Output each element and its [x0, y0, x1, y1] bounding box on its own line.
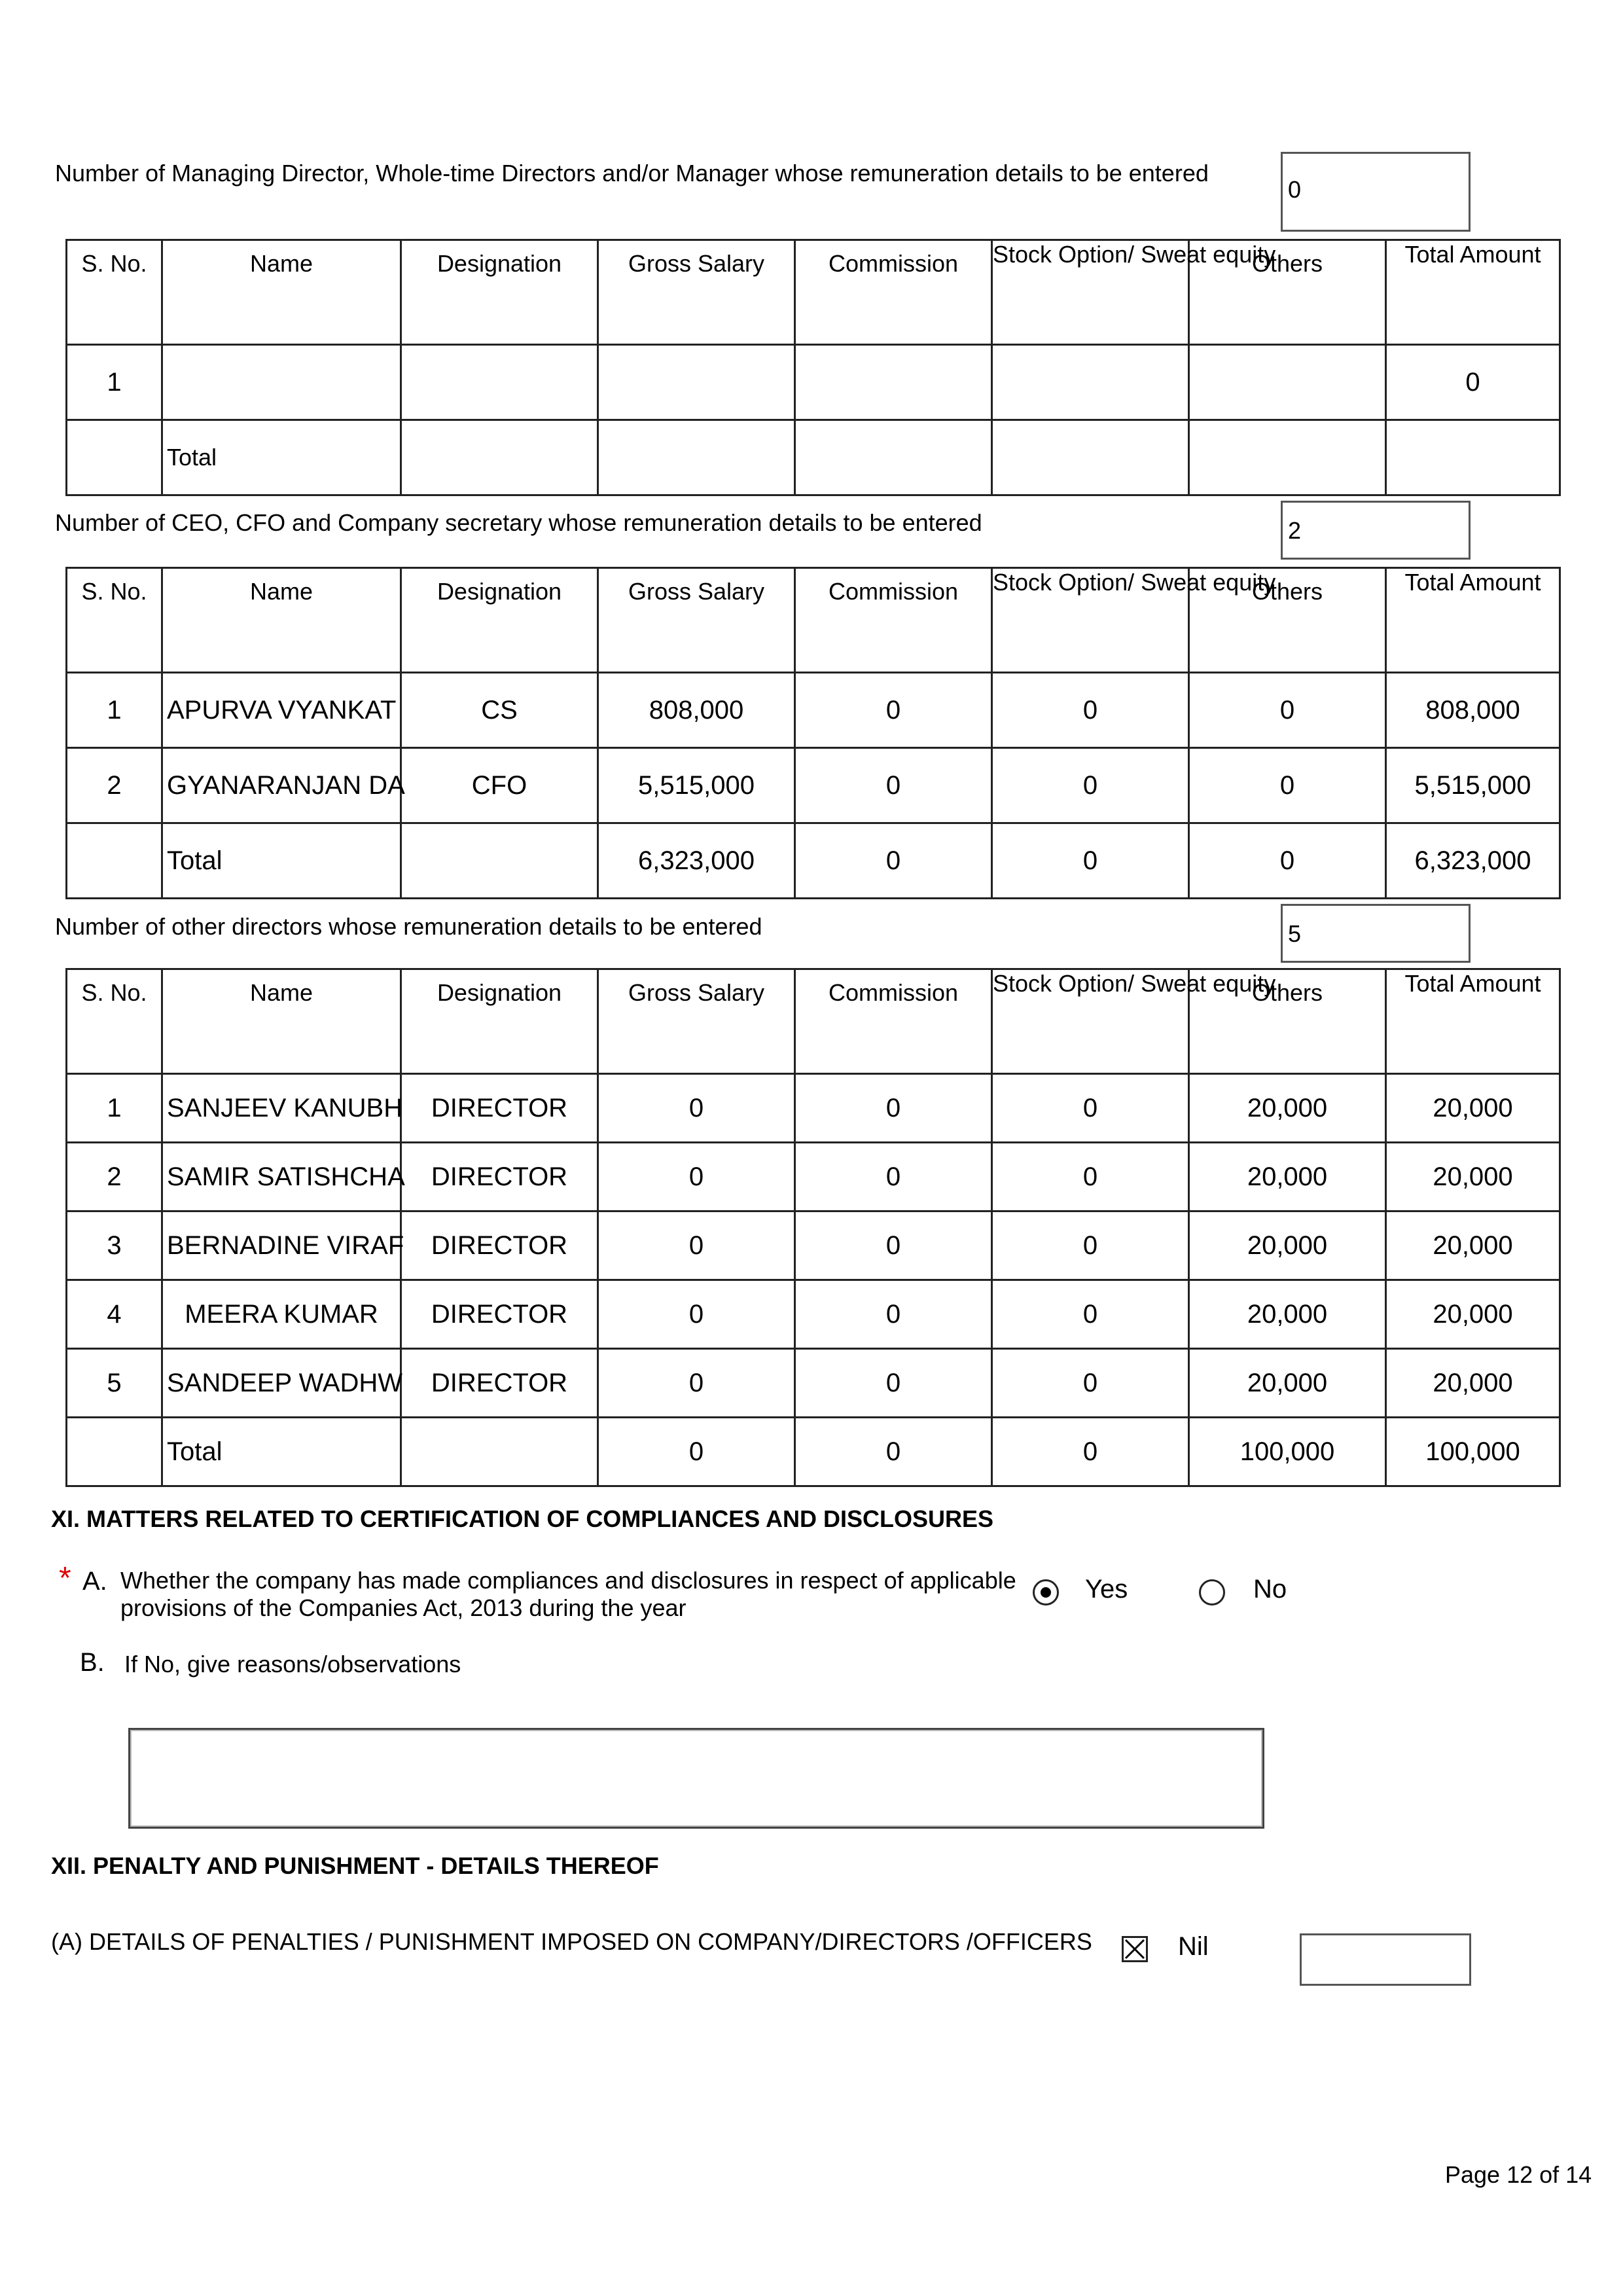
penalty-details-label: (A) DETAILS OF PENALTIES / PUNISHMENT IMPOSED ON COMPANY/DIRECTORS /OFFICERS	[51, 1928, 1092, 1955]
header-stock-option: Stock Option/ Sweat equity	[992, 969, 1189, 1074]
md-count-field[interactable]: 0	[1281, 152, 1471, 232]
header-stock-option: Stock Option/ Sweat equity	[992, 568, 1189, 673]
header-commission: Commission	[795, 969, 992, 1074]
cell-gross-salary[interactable]: 0	[598, 1211, 795, 1280]
cell-others: 0	[1189, 823, 1386, 899]
cell-others: 100,000	[1189, 1418, 1386, 1486]
table-row	[67, 748, 1560, 823]
ceo-count-field[interactable]: 2	[1281, 501, 1471, 560]
cell-stock-option[interactable]: 0	[992, 1211, 1189, 1280]
cell-name[interactable]: SAMIR SATISHCHA	[162, 1143, 401, 1211]
yes-radio[interactable]	[1033, 1579, 1059, 1605]
nil-field[interactable]	[1300, 1933, 1471, 1986]
cell-designation[interactable]: DIRECTOR	[401, 1349, 598, 1418]
cell-total-amount: 20,000	[1386, 1211, 1560, 1280]
cell-designation	[401, 1418, 598, 1486]
header-name: Name	[162, 240, 401, 345]
header-sno: S. No.	[67, 568, 162, 673]
cell-name[interactable]	[162, 345, 401, 420]
other-remuneration-table	[65, 968, 1561, 1487]
cell-designation[interactable]: DIRECTOR	[401, 1143, 598, 1211]
question-a-label: A.	[82, 1567, 107, 1596]
question-a-text-line2: provisions of the Companies Act, 2013 during the year	[120, 1594, 687, 1621]
cell-commission[interactable]: 0	[795, 748, 992, 823]
cell-gross-salary[interactable]: 0	[598, 1074, 795, 1143]
cell-gross-salary	[598, 420, 795, 495]
cell-stock-option[interactable]	[992, 345, 1189, 420]
cell-gross-salary: 0	[598, 1418, 795, 1486]
cell-stock-option[interactable]: 0	[992, 1074, 1189, 1143]
cell-total-amount: 5,515,000	[1386, 748, 1560, 823]
cell-designation[interactable]: DIRECTOR	[401, 1280, 598, 1349]
cell-sno	[67, 823, 162, 899]
md-count-caption: Number of Managing Director, Whole-time Directors and/or Manager whose remuneration details to be entered	[55, 160, 1209, 187]
cell-others[interactable]: 20,000	[1189, 1143, 1386, 1211]
table-total-row	[67, 1418, 1560, 1486]
cell-total-label: Total	[162, 420, 401, 495]
cell-sno: 4	[67, 1280, 162, 1349]
table-header-row	[67, 969, 1560, 1074]
reasons-textarea[interactable]	[128, 1728, 1264, 1829]
section-xi-title: XI. MATTERS RELATED TO CERTIFICATION OF COMPLIANCES AND DISCLOSURES	[51, 1505, 994, 1532]
cell-name[interactable]: SANJEEV KANUBH	[162, 1074, 401, 1143]
nil-checkbox[interactable]	[1122, 1936, 1148, 1962]
header-sno: S. No.	[67, 969, 162, 1074]
required-marker: *	[59, 1561, 71, 1596]
header-others: Others	[1189, 568, 1386, 673]
cell-designation	[401, 823, 598, 899]
cell-others[interactable]	[1189, 345, 1386, 420]
cell-total-amount: 20,000	[1386, 1280, 1560, 1349]
header-designation: Designation	[401, 568, 598, 673]
cell-sno: 1	[67, 673, 162, 748]
cell-others[interactable]: 20,000	[1189, 1349, 1386, 1418]
cell-others[interactable]: 20,000	[1189, 1280, 1386, 1349]
cell-stock-option[interactable]: 0	[992, 1349, 1189, 1418]
header-gross-salary: Gross Salary	[598, 568, 795, 673]
cell-total-amount: 0	[1386, 345, 1560, 420]
cell-name[interactable]: APURVA VYANKAT	[162, 673, 401, 748]
cell-name[interactable]: GYANARANJAN DA	[162, 748, 401, 823]
cell-commission: 0	[795, 823, 992, 899]
nil-label: Nil	[1178, 1932, 1209, 1961]
cell-commission	[795, 420, 992, 495]
cell-commission[interactable]: 0	[795, 1074, 992, 1143]
cell-others[interactable]: 20,000	[1189, 1074, 1386, 1143]
header-gross-salary: Gross Salary	[598, 969, 795, 1074]
header-total-amount: Total Amount	[1386, 568, 1560, 673]
header-commission: Commission	[795, 240, 992, 345]
cell-total-amount: 20,000	[1386, 1143, 1560, 1211]
no-label: No	[1253, 1575, 1287, 1604]
cell-stock-option[interactable]: 0	[992, 748, 1189, 823]
yes-label: Yes	[1085, 1575, 1128, 1604]
cell-designation	[401, 420, 598, 495]
cell-sno: 2	[67, 748, 162, 823]
header-name: Name	[162, 568, 401, 673]
cell-total-label: Total	[162, 1418, 401, 1486]
cell-gross-salary[interactable]: 0	[598, 1143, 795, 1211]
table-row	[67, 345, 1560, 420]
cell-stock-option[interactable]: 0	[992, 1280, 1189, 1349]
table-total-row	[67, 420, 1560, 495]
table-row	[67, 673, 1560, 748]
table-header-row	[67, 568, 1560, 673]
cell-name[interactable]: SANDEEP WADHW	[162, 1349, 401, 1418]
cell-name[interactable]: BERNADINE VIRAF	[162, 1211, 401, 1280]
cell-gross-salary[interactable]: 0	[598, 1280, 795, 1349]
cell-gross-salary: 6,323,000	[598, 823, 795, 899]
cell-commission: 0	[795, 1418, 992, 1486]
cell-sno: 3	[67, 1211, 162, 1280]
cell-total-amount: 20,000	[1386, 1074, 1560, 1143]
question-b-text: If No, give reasons/observations	[124, 1651, 461, 1677]
cell-stock-option[interactable]: 0	[992, 1143, 1189, 1211]
cell-gross-salary[interactable]	[598, 345, 795, 420]
cell-sno: 5	[67, 1349, 162, 1418]
cell-stock-option: 0	[992, 823, 1189, 899]
table-total-row	[67, 823, 1560, 899]
cell-commission[interactable]: 0	[795, 1280, 992, 1349]
header-designation: Designation	[401, 969, 598, 1074]
cell-commission[interactable]: 0	[795, 1349, 992, 1418]
cell-stock-option	[992, 420, 1189, 495]
cell-sno: 1	[67, 345, 162, 420]
cell-designation[interactable]: DIRECTOR	[401, 1074, 598, 1143]
cell-gross-salary[interactable]: 808,000	[598, 673, 795, 748]
cell-designation[interactable]: CS	[401, 673, 598, 748]
cell-total-amount: 808,000	[1386, 673, 1560, 748]
cell-commission[interactable]: 0	[795, 1143, 992, 1211]
cell-others[interactable]: 20,000	[1189, 1211, 1386, 1280]
header-gross-salary: Gross Salary	[598, 240, 795, 345]
ceo-count-caption: Number of CEO, CFO and Company secretary whose remuneration details to be entered	[55, 509, 982, 536]
cell-commission[interactable]: 0	[795, 673, 992, 748]
check-x-icon	[1124, 1938, 1146, 1960]
header-designation: Designation	[401, 240, 598, 345]
cell-designation[interactable]: DIRECTOR	[401, 1211, 598, 1280]
cell-gross-salary[interactable]: 5,515,000	[598, 748, 795, 823]
no-radio[interactable]	[1199, 1579, 1225, 1605]
header-total-amount: Total Amount	[1386, 240, 1560, 345]
other-count-caption: Number of other directors whose remuneration details to be entered	[55, 913, 762, 940]
question-b-label: B.	[80, 1648, 105, 1677]
header-name: Name	[162, 969, 401, 1074]
cell-stock-option[interactable]: 0	[992, 673, 1189, 748]
cell-name[interactable]: MEERA KUMAR	[162, 1280, 401, 1349]
cell-others[interactable]: 0	[1189, 748, 1386, 823]
cell-total-label: Total	[162, 823, 401, 899]
header-others: Others	[1189, 969, 1386, 1074]
cell-others	[1189, 420, 1386, 495]
header-sno: S. No.	[67, 240, 162, 345]
cell-stock-option: 0	[992, 1418, 1189, 1486]
cell-others[interactable]: 0	[1189, 673, 1386, 748]
md-remuneration-table	[65, 239, 1561, 496]
cell-total-amount: 100,000	[1386, 1418, 1560, 1486]
cell-designation[interactable]: CFO	[401, 748, 598, 823]
page-number: Page 12 of 14	[1445, 2161, 1592, 2188]
section-xii-title: XII. PENALTY AND PUNISHMENT - DETAILS THEREOF	[51, 1852, 659, 1879]
table-row	[67, 1074, 1560, 1143]
cell-sno: 1	[67, 1074, 162, 1143]
header-stock-option: Stock Option/ Sweat equity	[992, 240, 1189, 345]
cell-sno: 2	[67, 1143, 162, 1211]
cell-sno	[67, 420, 162, 495]
cell-total-amount: 6,323,000	[1386, 823, 1560, 899]
question-a-text-line1: Whether the company has made compliances and disclosures in respect of applicable	[120, 1567, 1016, 1594]
cell-total-amount	[1386, 420, 1560, 495]
table-row	[67, 1349, 1560, 1418]
radio-selected-dot	[1041, 1587, 1051, 1598]
header-total-amount: Total Amount	[1386, 969, 1560, 1074]
table-row	[67, 1143, 1560, 1211]
table-row	[67, 1211, 1560, 1280]
cell-total-amount: 20,000	[1386, 1349, 1560, 1418]
ceo-remuneration-table	[65, 567, 1561, 899]
header-commission: Commission	[795, 568, 992, 673]
cell-commission[interactable]: 0	[795, 1211, 992, 1280]
table-row	[67, 1280, 1560, 1349]
other-count-field[interactable]: 5	[1281, 904, 1471, 963]
cell-commission[interactable]	[795, 345, 992, 420]
cell-gross-salary[interactable]: 0	[598, 1349, 795, 1418]
table-header-row	[67, 240, 1560, 345]
cell-designation[interactable]	[401, 345, 598, 420]
header-others: Others	[1189, 240, 1386, 345]
cell-sno	[67, 1418, 162, 1486]
